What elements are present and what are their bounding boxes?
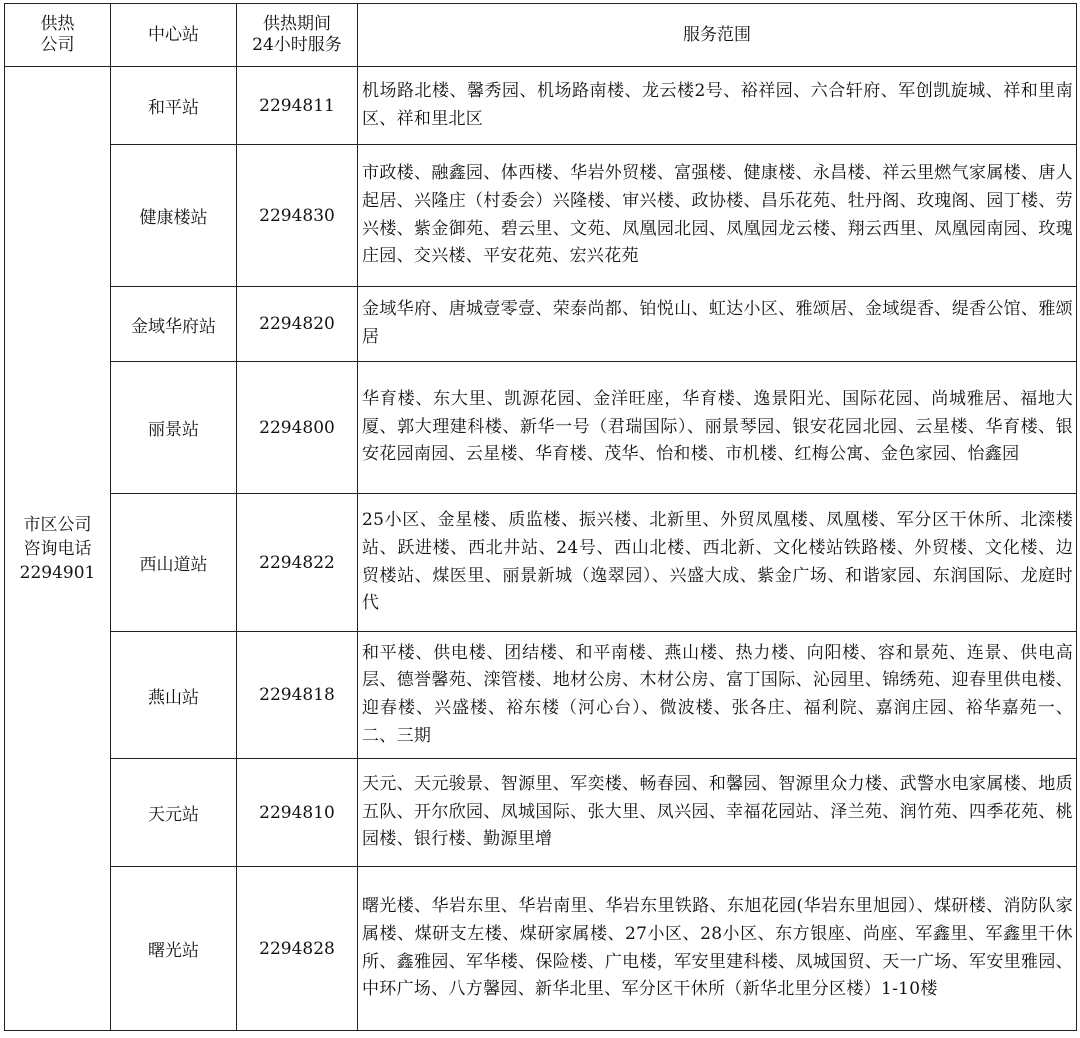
service-scope: 华育楼、东大里、凯源花园、金洋旺座，华育楼、逸景阳光、国际花园、尚城雅居、福地大厦、郭大理建科楼、新华一号（君瑞国际）、丽景琴园、银安花园北园、云星楼、华育楼、银安花园南园、云星楼、华育楼、茂华、怡和楼、市机楼、红梅公寓、金色家园、怡鑫园	[358, 362, 1077, 494]
station-phone: 2294810	[237, 759, 358, 867]
company-hotline-label: 咨询电话	[23, 538, 92, 559]
header-station: 中心站	[111, 4, 237, 67]
service-scope: 曙光楼、华岩东里、华岩南里、华岩东里铁路、东旭花园(华岩东里旭园）、煤研楼、消防队家属楼、煤研支左楼、煤研家属楼、27小区、28小区、东方银座、尚座、军鑫里、军鑫里干休所、鑫雅园、军华楼、保险楼、广电楼，军安里建科楼、凤城国贸、天一广场、军安里雅园、中环广场、八方馨园、新华北里、军分区干休所（新华北里分区楼）1-10楼	[358, 867, 1077, 1031]
station-name: 健康楼站	[111, 145, 237, 287]
company-cell	[5, 67, 111, 1031]
service-scope: 25小区、金星楼、质监楼、振兴楼、北新里、外贸凤凰楼、凤凰楼、军分区干休所、北滦楼站、跃进楼、西北井站、24号、西山北楼、西北新、文化楼站铁路楼、外贸楼、文化楼、边贸楼站、煤医里、丽景新城（逸翠园）、兴盛大成、紫金广场、和谐家园、东润国际、龙庭时代	[358, 494, 1077, 632]
header-scope: 服务范围	[358, 4, 1077, 67]
heating-service-table	[4, 3, 1077, 1031]
station-phone: 2294800	[237, 362, 358, 494]
header-phone	[237, 4, 358, 67]
station-name: 金域华府站	[111, 287, 237, 362]
service-scope: 市政楼、融鑫园、体西楼、华岩外贸楼、富强楼、健康楼、永昌楼、祥云里燃气家属楼、唐人起居、兴隆庄（村委会）兴隆楼、审兴楼、政协楼、昌乐花苑、牡丹阁、玫瑰阁、园丁楼、劳兴楼、紫金御苑、碧云里、文苑、凤凰园北园、凤凰园龙云楼、翔云西里、凤凰园南园、玫瑰庄园、交兴楼、平安花苑、宏兴花苑	[358, 145, 1077, 287]
service-scope: 天元、天元骏景、智源里、军奕楼、畅春园、和馨园、智源里众力楼、武警水电家属楼、地质五队、开尔欣园、凤城国际、张大里、凤兴园、幸福花园站、泽兰苑、润竹苑、四季花苑、桃园楼、银行楼、勤源里增	[358, 759, 1077, 867]
header-company	[5, 4, 111, 67]
header-row	[5, 4, 1077, 67]
header-phone-line1: 供热期间	[263, 14, 331, 34]
header-company-line2: 公司	[40, 35, 75, 55]
company-hotline-number: 2294901	[19, 562, 96, 583]
station-phone: 2294811	[237, 67, 358, 145]
station-name: 燕山站	[111, 632, 237, 759]
header-phone-line2: 24小时服务	[252, 35, 342, 55]
table-row	[5, 867, 1077, 1031]
table-row	[5, 494, 1077, 632]
station-phone: 2294818	[237, 632, 358, 759]
station-name: 西山道站	[111, 494, 237, 632]
service-scope: 和平楼、供电楼、团结楼、和平南楼、燕山楼、热力楼、向阳楼、容和景苑、连景、供电高层、德誉馨苑、滦管楼、地材公房、木材公房、富丁国际、沁园里、锦绣苑、迎春里供电楼、迎春楼、兴盛楼、裕东楼（河心台）、微波楼、张各庄、福利院、嘉润庄园、裕华嘉苑一、二、三期	[358, 632, 1077, 759]
service-scope: 机场路北楼、馨秀园、机场路南楼、龙云楼2号、裕祥园、六合轩府、军创凯旋城、祥和里南区、祥和里北区	[358, 67, 1077, 145]
station-name: 天元站	[111, 759, 237, 867]
station-phone: 2294830	[237, 145, 358, 287]
table-row	[5, 287, 1077, 362]
station-phone: 2294822	[237, 494, 358, 632]
station-phone: 2294828	[237, 867, 358, 1031]
table-row	[5, 145, 1077, 287]
service-scope: 金域华府、唐城壹零壹、荣泰尚都、铂悦山、虹达小区、雅颂居、金域缇香、缇香公馆、雅颂居	[358, 287, 1077, 362]
table-row	[5, 67, 1077, 145]
header-company-line1: 供热	[40, 14, 75, 34]
table-row	[5, 362, 1077, 494]
station-phone: 2294820	[237, 287, 358, 362]
station-name: 曙光站	[111, 867, 237, 1031]
station-name: 丽景站	[111, 362, 237, 494]
company-name: 市区公司	[23, 514, 92, 535]
table-row	[5, 759, 1077, 867]
station-name: 和平站	[111, 67, 237, 145]
table-row	[5, 632, 1077, 759]
